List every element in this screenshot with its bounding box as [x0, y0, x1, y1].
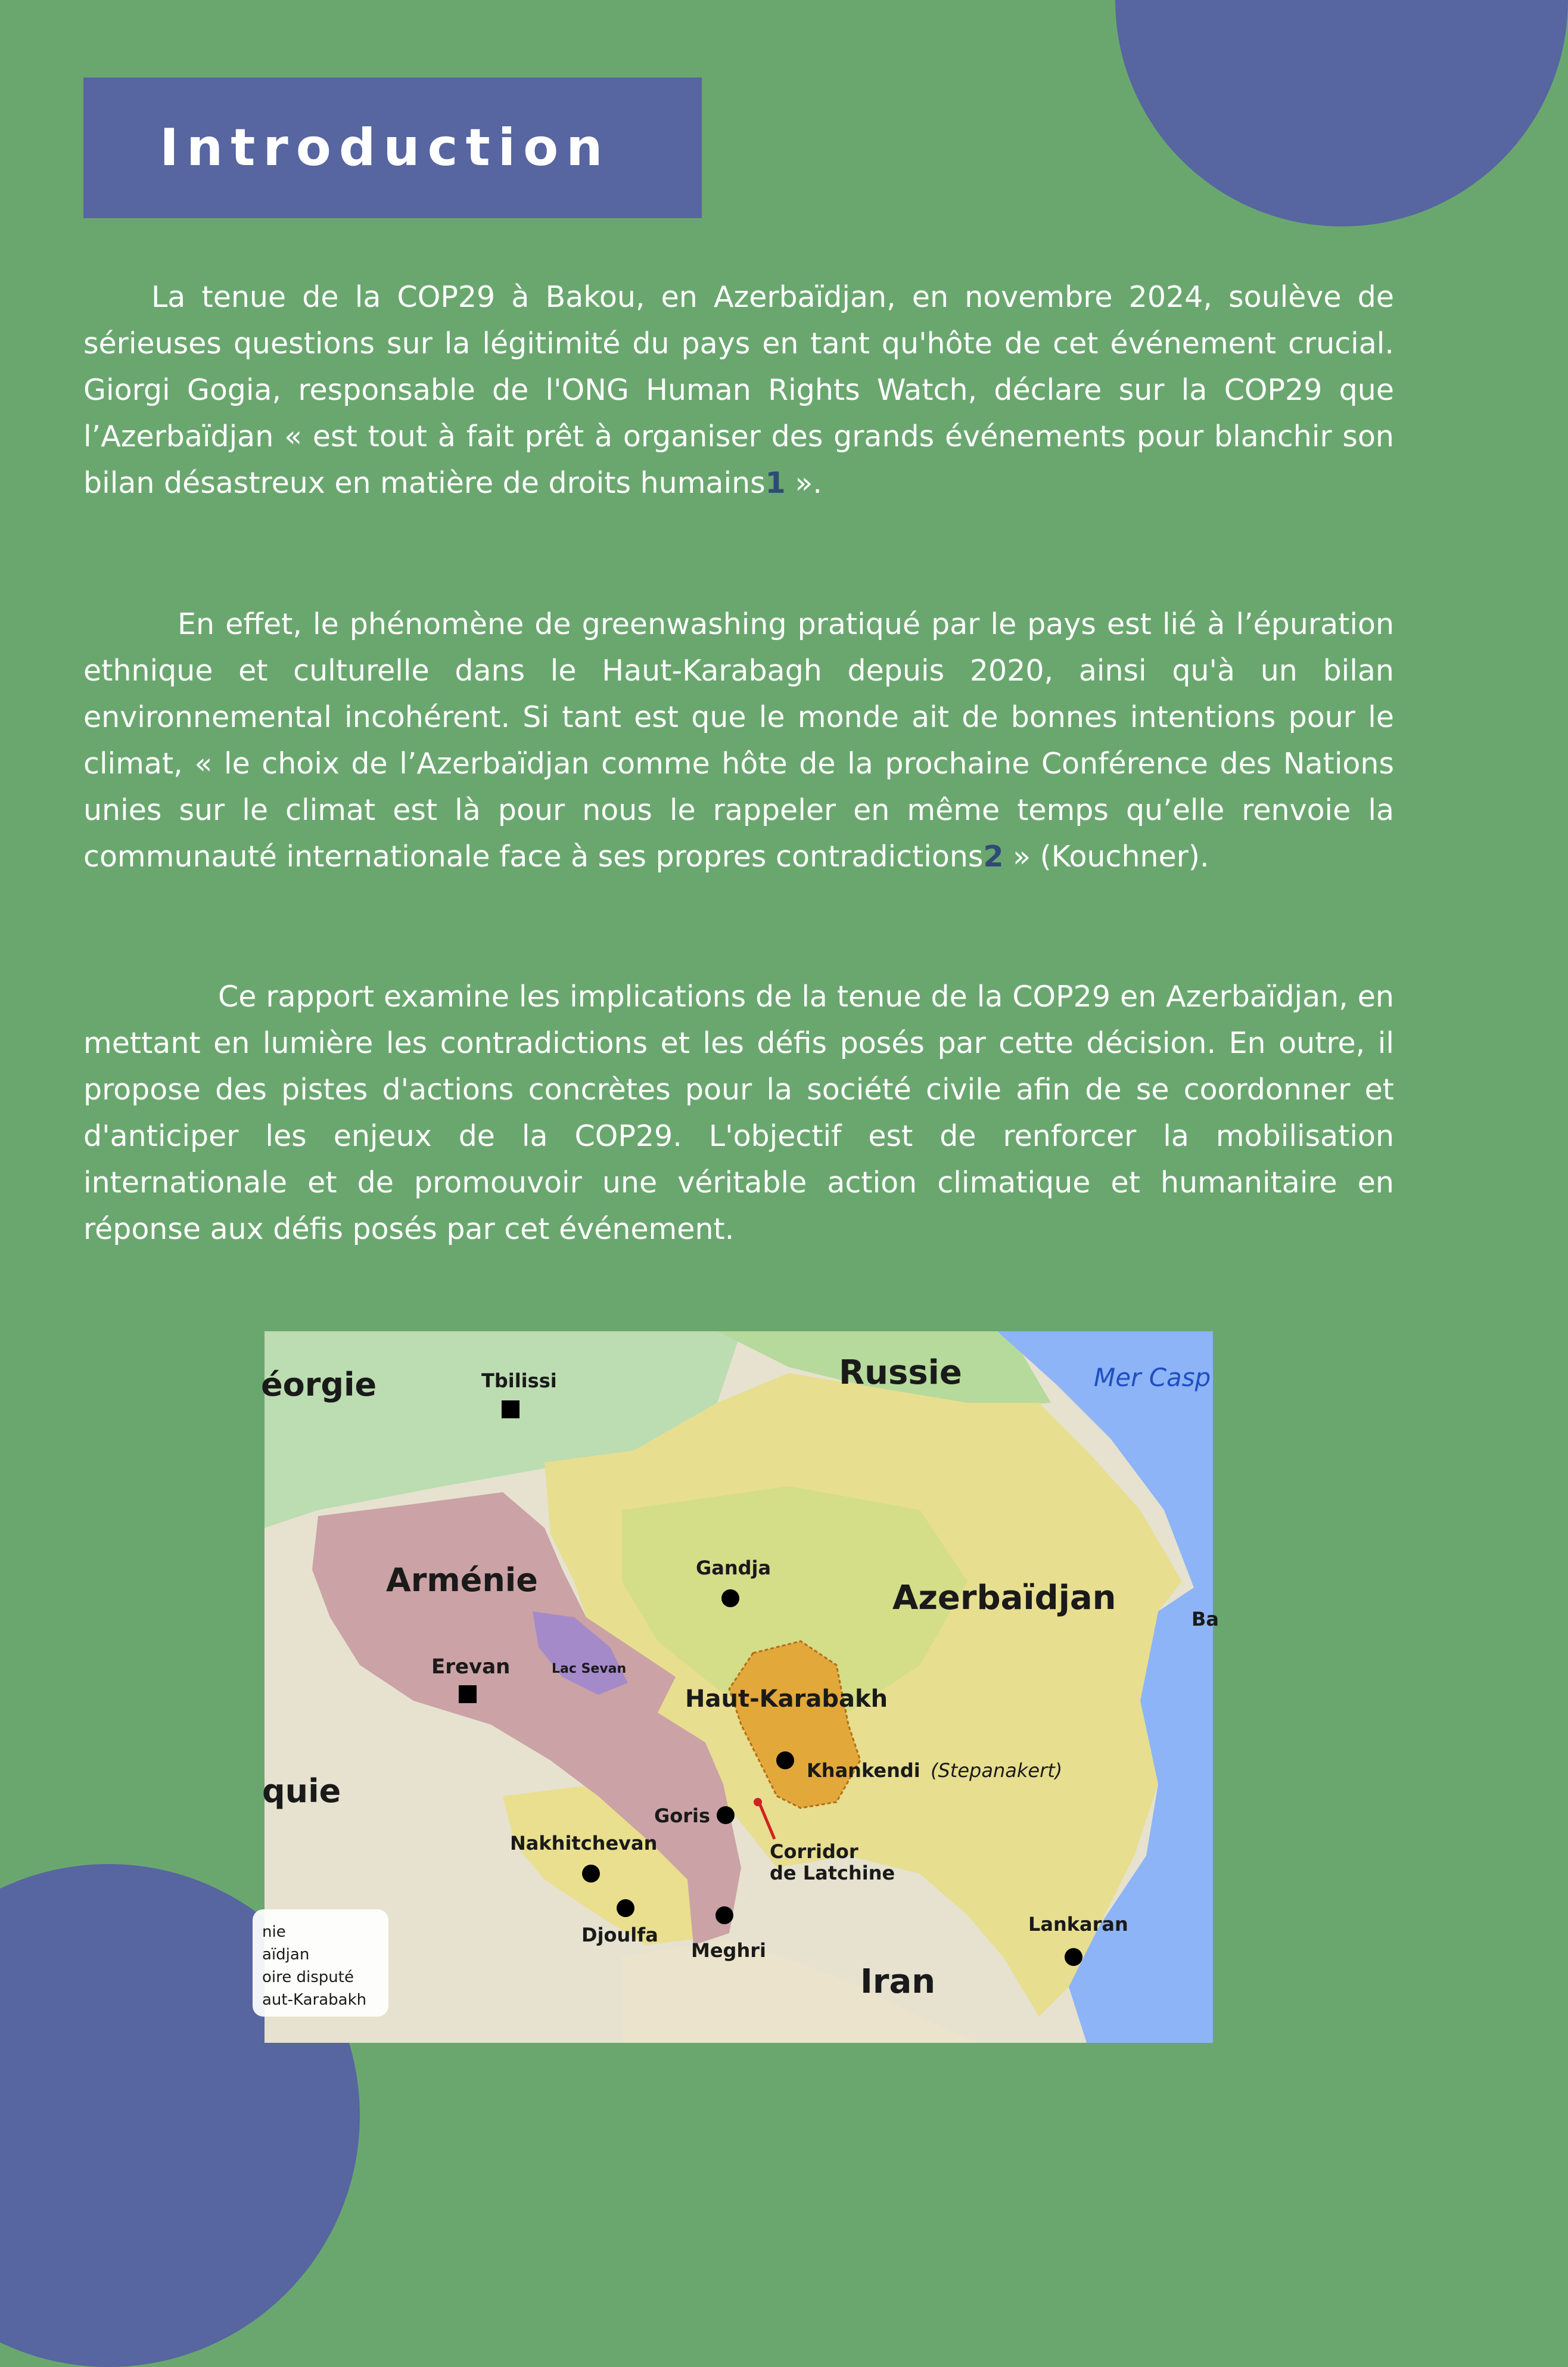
- nakhitchevan-marker: [582, 1865, 600, 1883]
- label-baku-partial: Ba: [1191, 1608, 1219, 1630]
- label-djoulfa: Djoulfa: [581, 1924, 658, 1946]
- paragraph-2-end: » (Kouchner).: [1003, 840, 1209, 874]
- label-iran: Iran: [860, 1962, 936, 2001]
- label-georgia: éorgie: [261, 1366, 377, 1403]
- label-corridor-line2: de Latchine: [770, 1862, 895, 1884]
- decorative-circle-top-right: [1115, 0, 1568, 226]
- paragraph-1-end: ».: [785, 466, 822, 500]
- gandja-marker: [721, 1589, 739, 1607]
- footnote-ref-2[interactable]: 2: [983, 840, 1004, 874]
- title-banner: [83, 77, 702, 218]
- label-haut-karabakh: Haut-Karabakh: [685, 1685, 888, 1713]
- label-lac-sevan: Lac Sevan: [552, 1661, 627, 1676]
- paragraph-1-text: La tenue de la COP29 à Bakou, en Azerbaïdjan, en novembre 2024, soulève de sérieuses questions sur la légitimité du pays en tant qu'hôte de cet événement crucial. Giorgi Gogia, responsable de l'ONG Human Rights Watch, déclare sur la COP29 que l’Azerbaïdjan « est tout à fait prêt à organiser des grands événements pour blanchir son bilan désastreux en matière de droits humains: [83, 280, 1394, 500]
- label-goris: Goris: [654, 1804, 711, 1827]
- goris-marker: [717, 1806, 735, 1824]
- footnote-ref-1[interactable]: 1: [765, 466, 786, 500]
- label-caspian-sea: Mer Casp: [1094, 1363, 1211, 1392]
- map-svg: [261, 1331, 1219, 2043]
- label-turkey: quie: [262, 1772, 341, 1810]
- label-armenia: Arménie: [386, 1561, 538, 1599]
- paragraph-2-text: En effet, le phénomène de greenwashing pratiqué par le pays est lié à l’épuration ethnique et culturelle dans le Haut-Karabagh depuis 2020, ainsi qu'à un bilan environnemental incohérent. Si tant est que le monde ait de bonnes intentions pour le climat, « le choix de l’Azerbaïdjan comme hôte de la prochaine Conférence des Nations unies sur le climat est là pour nous le rappeler en même temps qu’elle renvoie la communauté internationale face à ses propres contradictions: [83, 607, 1394, 874]
- region-map: [261, 1331, 1219, 2043]
- paragraph-3: Ce rapport examine les implications de la tenue de la COP29 en Azerbaïdjan, en mettant en lumière les contradictions et les défis posés par cette décision. En outre, il propose des pistes d'actions concrètes pour la société civile afin de se coordonner et d'anticiper les enjeux de la COP29. L'objectif est de renforcer la mobilisation internationale et de promouvoir une véritable action climatique et humanitaire en réponse aux défis posés par cet événement.: [83, 980, 1394, 1246]
- khankendi-marker: [776, 1751, 794, 1769]
- latchine-corridor-marker: [754, 1798, 762, 1806]
- legend-item-2: aïdjan: [262, 1946, 310, 1964]
- paragraph-2: [83, 601, 1394, 880]
- label-lankaran: Lankaran: [1028, 1913, 1128, 1936]
- label-tbilisi: Tbilissi: [481, 1369, 557, 1392]
- legend-item-3: oire disputé: [262, 1968, 354, 1986]
- label-khankendi: Khankendi: [807, 1759, 920, 1782]
- label-corridor-line1: Corridor: [770, 1840, 858, 1863]
- label-azerbaijan: Azerbaïdjan: [892, 1579, 1116, 1617]
- erevan-marker: [459, 1685, 477, 1703]
- lankaran-marker: [1065, 1948, 1082, 1966]
- legend-item-4: aut-Karabakh: [262, 1991, 367, 2009]
- paragraph-1: [83, 274, 1394, 507]
- label-nakhitchevan: Nakhitchevan: [510, 1832, 658, 1855]
- label-gandja: Gandja: [696, 1557, 771, 1579]
- meghri-marker: [715, 1906, 733, 1924]
- label-stepanakert: (Stepanakert): [931, 1759, 1063, 1782]
- tbilisi-marker: [502, 1400, 519, 1418]
- page-title: Introduction: [160, 118, 611, 178]
- legend-item-1: nie: [262, 1923, 286, 1941]
- label-erevan: Erevan: [431, 1655, 511, 1679]
- label-russia: Russie: [839, 1353, 962, 1392]
- djoulfa-marker: [617, 1899, 634, 1917]
- label-meghri: Meghri: [691, 1939, 766, 1962]
